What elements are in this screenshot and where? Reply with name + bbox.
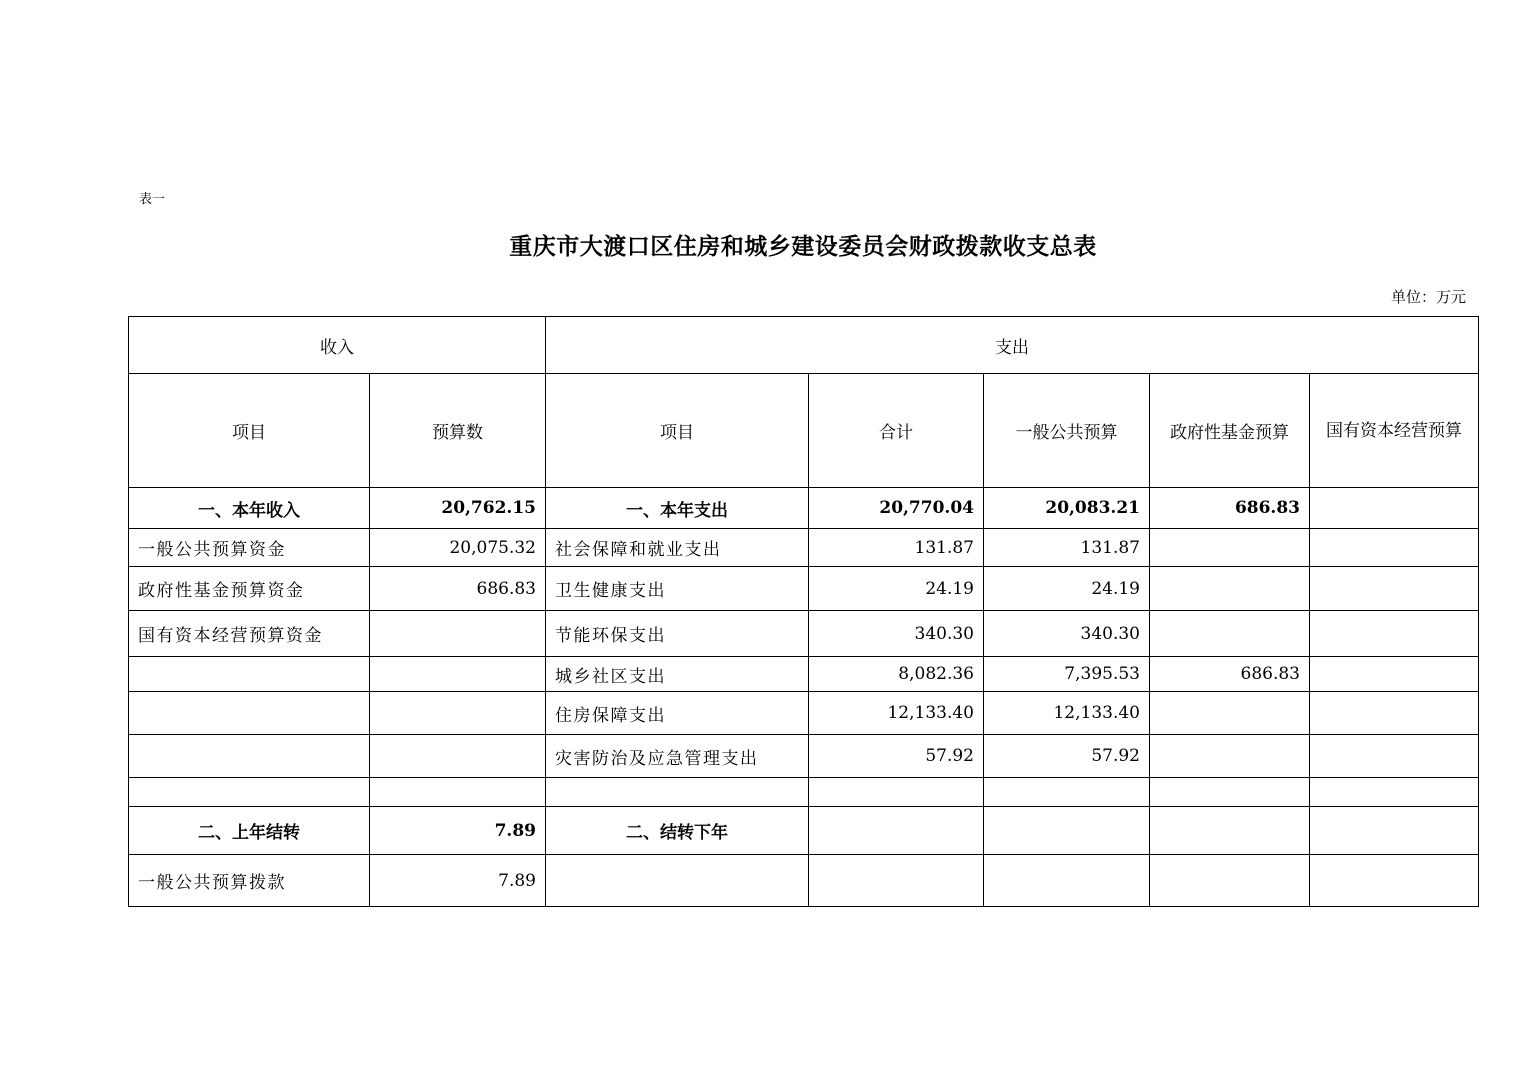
table-label: 表一 <box>139 192 166 207</box>
state-capital-value <box>1310 692 1479 735</box>
table-row <box>129 529 1479 567</box>
gov-fund-value <box>1150 611 1310 657</box>
general-value: 20,083.21 <box>984 488 1150 529</box>
income-item <box>129 657 370 692</box>
state-capital-value <box>1310 488 1479 529</box>
general-value: 7,395.53 <box>984 657 1150 692</box>
state-capital-value <box>1310 735 1479 778</box>
budget-value: 7.89 <box>370 807 546 855</box>
income-item: 一般公共预算拨款 <box>129 855 370 907</box>
section-header-row <box>129 317 1479 374</box>
col-expense-item: 项目 <box>546 374 809 488</box>
income-item: 二、上年结转 <box>129 807 370 855</box>
expense-item <box>546 855 809 907</box>
expense-item: 灾害防治及应急管理支出 <box>546 735 809 778</box>
income-item <box>129 735 370 778</box>
col-income-item: 项目 <box>129 374 370 488</box>
budget-value <box>370 657 546 692</box>
gov-fund-value <box>1150 529 1310 567</box>
table-row <box>129 567 1479 611</box>
budget-value: 20,075.32 <box>370 529 546 567</box>
total-value <box>809 778 984 807</box>
expense-item: 一、本年支出 <box>546 488 809 529</box>
general-value: 24.19 <box>984 567 1150 611</box>
budget-value <box>370 692 546 735</box>
gov-fund-value <box>1150 692 1310 735</box>
state-capital-value <box>1310 567 1479 611</box>
budget-value: 7.89 <box>370 855 546 907</box>
total-value: 24.19 <box>809 567 984 611</box>
income-item: 一般公共预算资金 <box>129 529 370 567</box>
expense-item: 城乡社区支出 <box>546 657 809 692</box>
general-value <box>984 855 1150 907</box>
state-capital-value <box>1310 807 1479 855</box>
gov-fund-value <box>1150 735 1310 778</box>
table-row <box>129 855 1479 907</box>
budget-value: 20,762.15 <box>370 488 546 529</box>
income-item: 一、本年收入 <box>129 488 370 529</box>
state-capital-value <box>1310 657 1479 692</box>
page-title: 重庆市大渡口区住房和城乡建设委员会财政拨款收支总表 <box>509 233 1097 260</box>
table-row <box>129 735 1479 778</box>
gov-fund-value: 686.83 <box>1150 657 1310 692</box>
col-gov-fund-budget: 政府性基金预算 <box>1150 374 1310 488</box>
state-capital-value <box>1310 778 1479 807</box>
total-value: 20,770.04 <box>809 488 984 529</box>
expense-item: 卫生健康支出 <box>546 567 809 611</box>
expense-item: 二、结转下年 <box>546 807 809 855</box>
general-value <box>984 778 1150 807</box>
total-value: 8,082.36 <box>809 657 984 692</box>
gov-fund-value <box>1150 807 1310 855</box>
table-row <box>129 807 1479 855</box>
table-row <box>129 657 1479 692</box>
total-value <box>809 807 984 855</box>
state-capital-value <box>1310 855 1479 907</box>
gov-fund-value <box>1150 567 1310 611</box>
table-row <box>129 611 1479 657</box>
general-value: 57.92 <box>984 735 1150 778</box>
table-row <box>129 692 1479 735</box>
state-capital-value <box>1310 611 1479 657</box>
total-value <box>809 855 984 907</box>
col-budget: 预算数 <box>370 374 546 488</box>
column-header-row <box>129 374 1479 488</box>
total-value: 57.92 <box>809 735 984 778</box>
col-state-capital-budget: 国有资本经营预算 <box>1310 374 1479 488</box>
expense-item: 节能环保支出 <box>546 611 809 657</box>
general-value: 12,133.40 <box>984 692 1150 735</box>
total-value: 12,133.40 <box>809 692 984 735</box>
table-row <box>129 488 1479 529</box>
table-row <box>129 778 1479 807</box>
total-value: 340.30 <box>809 611 984 657</box>
expense-item: 社会保障和就业支出 <box>546 529 809 567</box>
budget-summary-table <box>128 316 1479 907</box>
total-value: 131.87 <box>809 529 984 567</box>
unit-label: 单位：万元 <box>1390 288 1466 306</box>
income-item <box>129 778 370 807</box>
income-item: 政府性基金预算资金 <box>129 567 370 611</box>
income-header: 收入 <box>129 317 546 374</box>
general-value <box>984 807 1150 855</box>
budget-value: 686.83 <box>370 567 546 611</box>
expense-item <box>546 778 809 807</box>
gov-fund-value <box>1150 855 1310 907</box>
gov-fund-value <box>1150 778 1310 807</box>
col-total: 合计 <box>809 374 984 488</box>
general-value: 131.87 <box>984 529 1150 567</box>
col-general-budget: 一般公共预算 <box>984 374 1150 488</box>
state-capital-value <box>1310 529 1479 567</box>
budget-value <box>370 735 546 778</box>
gov-fund-value: 686.83 <box>1150 488 1310 529</box>
budget-value <box>370 778 546 807</box>
income-item <box>129 692 370 735</box>
expense-item: 住房保障支出 <box>546 692 809 735</box>
expense-header: 支出 <box>546 317 1479 374</box>
income-item: 国有资本经营预算资金 <box>129 611 370 657</box>
budget-value <box>370 611 546 657</box>
general-value: 340.30 <box>984 611 1150 657</box>
